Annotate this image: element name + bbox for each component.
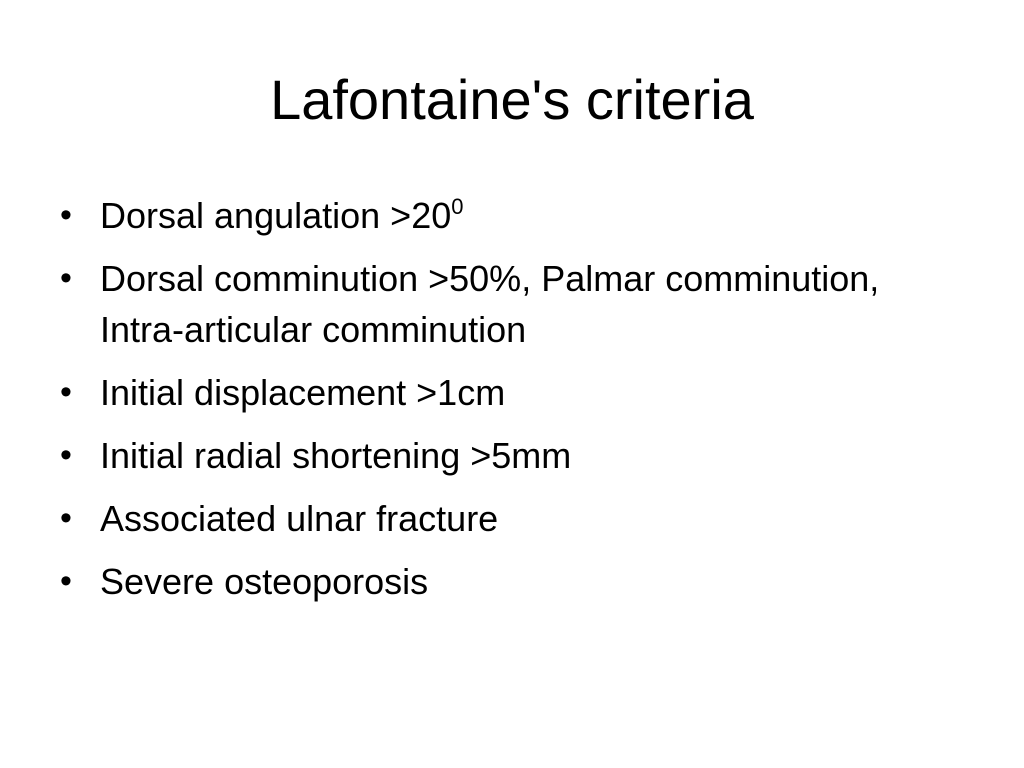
bullet-icon: • (60, 259, 72, 297)
list-item (56, 493, 956, 544)
list-item-text: Initial radial shortening >5mm (100, 435, 572, 476)
list-item-text: Initial displacement >1cm (100, 372, 506, 413)
list-item (56, 430, 956, 481)
bullet-icon: • (60, 373, 72, 411)
slide-title: Lafontaine's criteria (270, 68, 754, 131)
bullet-icon: • (60, 436, 72, 474)
list-item (56, 253, 956, 355)
bullet-icon: • (60, 196, 72, 234)
list-item (56, 556, 956, 607)
list-item-text: Dorsal angulation >20 (100, 195, 452, 236)
degree-superscript: 0 (451, 194, 464, 219)
list-item-text: Associated ulnar fracture (100, 498, 499, 539)
list-item-text: Severe osteoporosis (100, 561, 429, 602)
list-item (56, 190, 956, 241)
list-item-text: Dorsal comminution >50%, Palmar comminution, Intra-articular comminution (100, 258, 880, 350)
list-item (56, 367, 956, 418)
bullet-list (56, 190, 956, 619)
bullet-icon: • (60, 499, 72, 537)
bullet-icon: • (60, 562, 72, 600)
